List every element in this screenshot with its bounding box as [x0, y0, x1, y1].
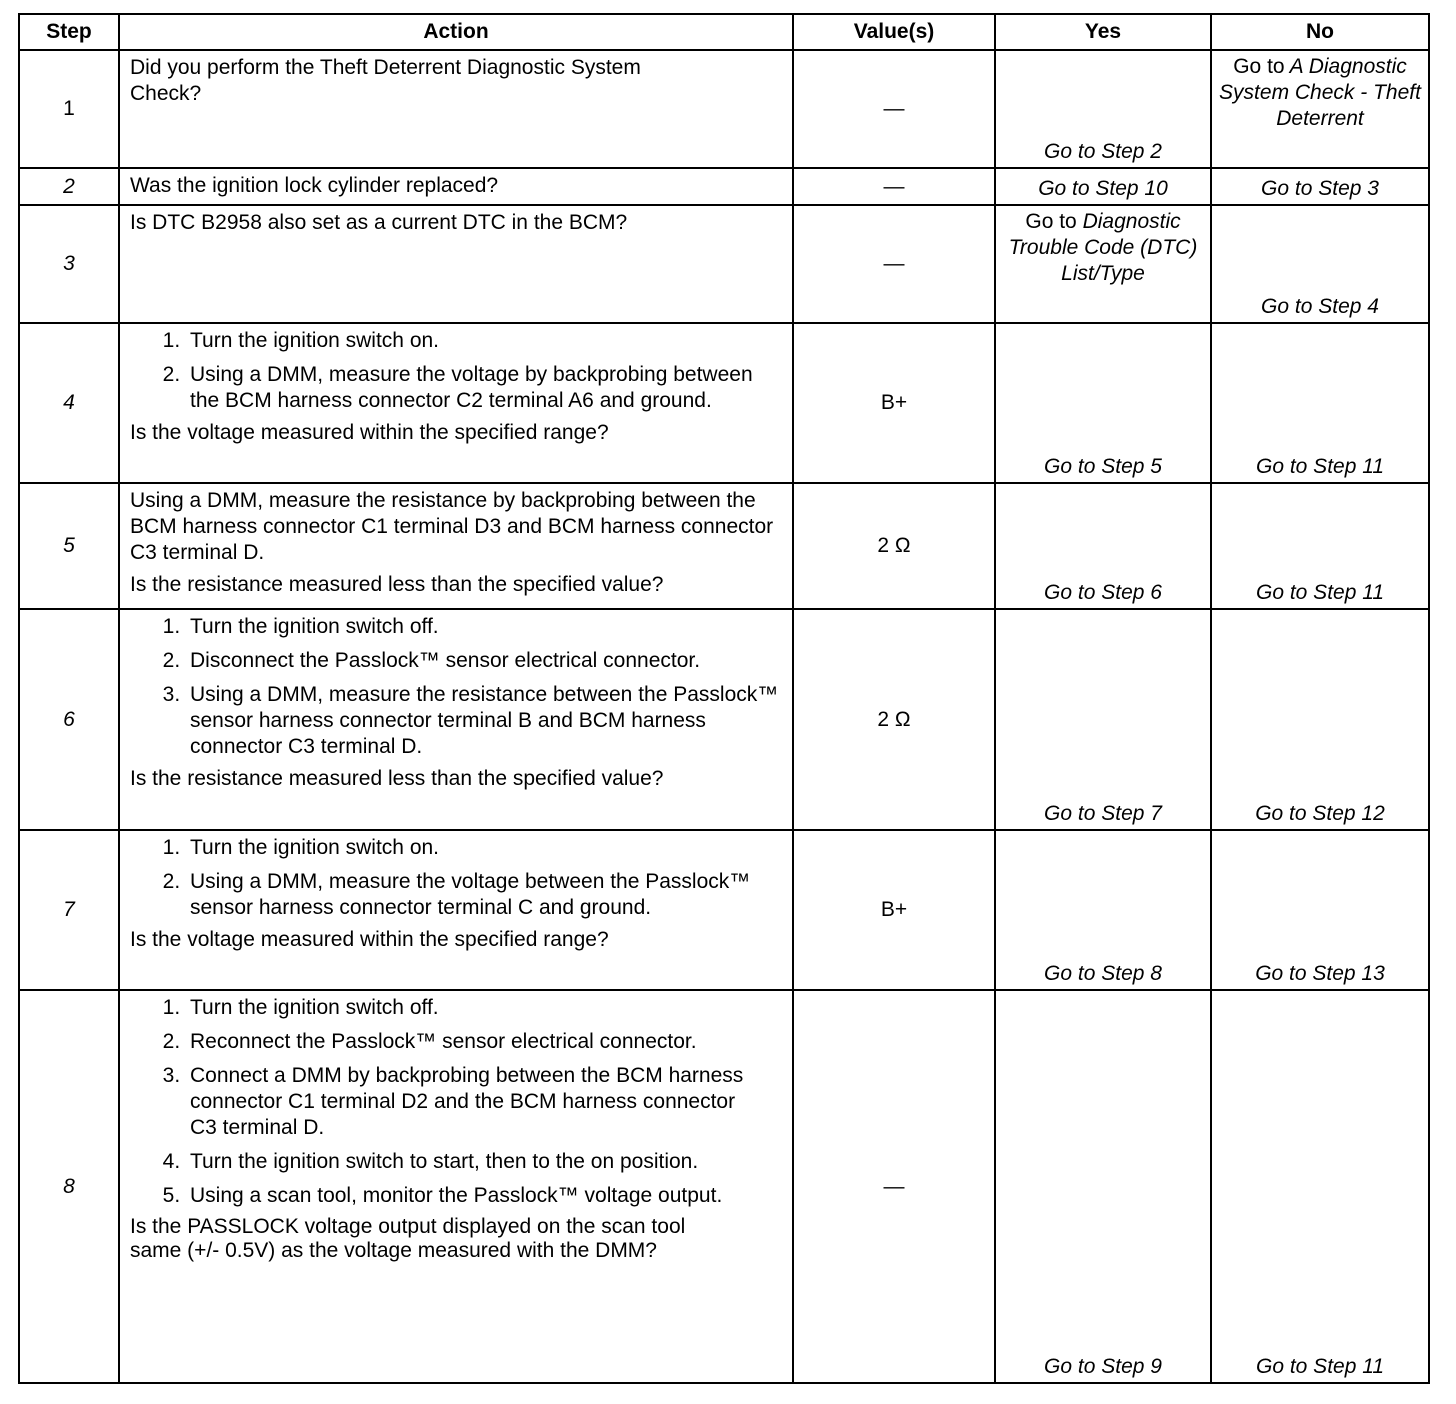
list-item: 2. Disconnect the Passlock™ sensor electrical connector.: [186, 648, 782, 674]
no-cell[interactable]: Go to A Diagnostic System Check - Theft Deterrent: [1211, 50, 1429, 168]
step-number: 1: [19, 50, 119, 168]
value-cell: —: [793, 50, 995, 168]
procedure-list: [130, 328, 782, 414]
step-number: 4: [19, 323, 119, 483]
step-number: 5: [19, 483, 119, 609]
header-yes: Yes: [995, 14, 1211, 50]
value-cell: B+: [793, 323, 995, 483]
table-row: [19, 830, 1429, 990]
yes-cell[interactable]: Go to Step 6: [995, 483, 1211, 609]
list-item: 1. Turn the ignition switch off.: [186, 614, 782, 640]
list-item: 5. Using a scan tool, monitor the Passlock™ voltage output.: [186, 1183, 782, 1209]
question-text: Is the PASSLOCK voltage output displayed on the scan tool same (+/- 0.5V) as the voltage measured with the DMM?: [130, 1215, 686, 1262]
procedure-list: [130, 835, 782, 921]
action-cell: [119, 990, 793, 1383]
action-cell: [119, 830, 793, 990]
yes-cell[interactable]: Go to Step 7: [995, 609, 1211, 830]
step-number: 2: [19, 168, 119, 205]
value-cell: 2 Ω: [793, 609, 995, 830]
no-cell[interactable]: Go to Step 11: [1211, 483, 1429, 609]
list-item: 4. Turn the ignition switch to start, then to the on position.: [186, 1149, 782, 1175]
step-number: 7: [19, 830, 119, 990]
table-row: [19, 990, 1429, 1383]
header-no: No: [1211, 14, 1429, 50]
yes-cell[interactable]: Go to Step 2: [995, 50, 1211, 168]
no-cell[interactable]: Go to Step 11: [1211, 990, 1429, 1383]
procedure-list: [130, 614, 782, 760]
no-cell[interactable]: Go to Step 3: [1211, 168, 1429, 205]
yes-cell[interactable]: Go to Step 8: [995, 830, 1211, 990]
step-number: 6: [19, 609, 119, 830]
yes-cell[interactable]: Go to Diagnostic Trouble Code (DTC) List/Type: [995, 205, 1211, 323]
step-number: 3: [19, 205, 119, 323]
action-cell: Was the ignition lock cylinder replaced?: [119, 168, 793, 205]
action-cell: [119, 323, 793, 483]
no-cell[interactable]: Go to Step 11: [1211, 323, 1429, 483]
action-cell: Using a DMM, measure the resistance by backprobing between the BCM harness connector C1 terminal D3 and BCM harness connector C3 terminal D. Is the resistance measured less than the specified value?: [119, 483, 793, 609]
question-text: Is the voltage measured within the specified range?: [130, 421, 609, 444]
no-cell[interactable]: Go to Step 13: [1211, 830, 1429, 990]
value-cell: —: [793, 990, 995, 1383]
diagnostic-table: [18, 13, 1430, 1384]
table-row: [19, 168, 1429, 205]
step-number: 8: [19, 990, 119, 1383]
list-item: 1. Turn the ignition switch off.: [186, 995, 782, 1021]
value-cell: —: [793, 205, 995, 323]
value-cell: B+: [793, 830, 995, 990]
action-cell: [119, 609, 793, 830]
value-cell: 2 Ω: [793, 483, 995, 609]
list-item: 3. Connect a DMM by backprobing between the BCM harness connector C1 terminal D2 and the BCM harness connector C3 terminal D.: [186, 1063, 782, 1141]
table-row: [19, 205, 1429, 323]
table-row: [19, 50, 1429, 168]
no-cell[interactable]: Go to Step 12: [1211, 609, 1429, 830]
list-item: 2. Using a DMM, measure the voltage by backprobing between the BCM harness connector C2 terminal A6 and ground.: [186, 362, 782, 414]
list-item: 3. Using a DMM, measure the resistance between the Passlock™ sensor harness connector terminal B and BCM harness connector C3 terminal D.: [186, 682, 782, 760]
header-action: Action: [119, 14, 793, 50]
question-text: Is the resistance measured less than the specified value?: [130, 573, 664, 596]
table-row: [19, 483, 1429, 609]
list-item: 1. Turn the ignition switch on.: [186, 835, 782, 861]
no-cell[interactable]: Go to Step 4: [1211, 205, 1429, 323]
yes-cell[interactable]: Go to Step 10: [995, 168, 1211, 205]
header-row: [19, 14, 1429, 50]
table-row: [19, 323, 1429, 483]
list-item: 2. Using a DMM, measure the voltage between the Passlock™ sensor harness connector terminal C and ground.: [186, 869, 782, 921]
header-values: Value(s): [793, 14, 995, 50]
procedure-list: [130, 995, 782, 1209]
table-row: [19, 609, 1429, 830]
list-item: 1. Turn the ignition switch on.: [186, 328, 782, 354]
list-item: 2. Reconnect the Passlock™ sensor electrical connector.: [186, 1029, 782, 1055]
question-text: Is the resistance measured less than the specified value?: [130, 767, 664, 790]
question-text: Is the voltage measured within the specified range?: [130, 928, 609, 951]
action-cell: Did you perform the Theft Deterrent Diagnostic System Check?: [119, 50, 793, 168]
yes-cell[interactable]: Go to Step 5: [995, 323, 1211, 483]
header-step: Step: [19, 14, 119, 50]
value-cell: —: [793, 168, 995, 205]
yes-cell[interactable]: Go to Step 9: [995, 990, 1211, 1383]
action-cell: Is DTC B2958 also set as a current DTC in the BCM?: [119, 205, 793, 323]
